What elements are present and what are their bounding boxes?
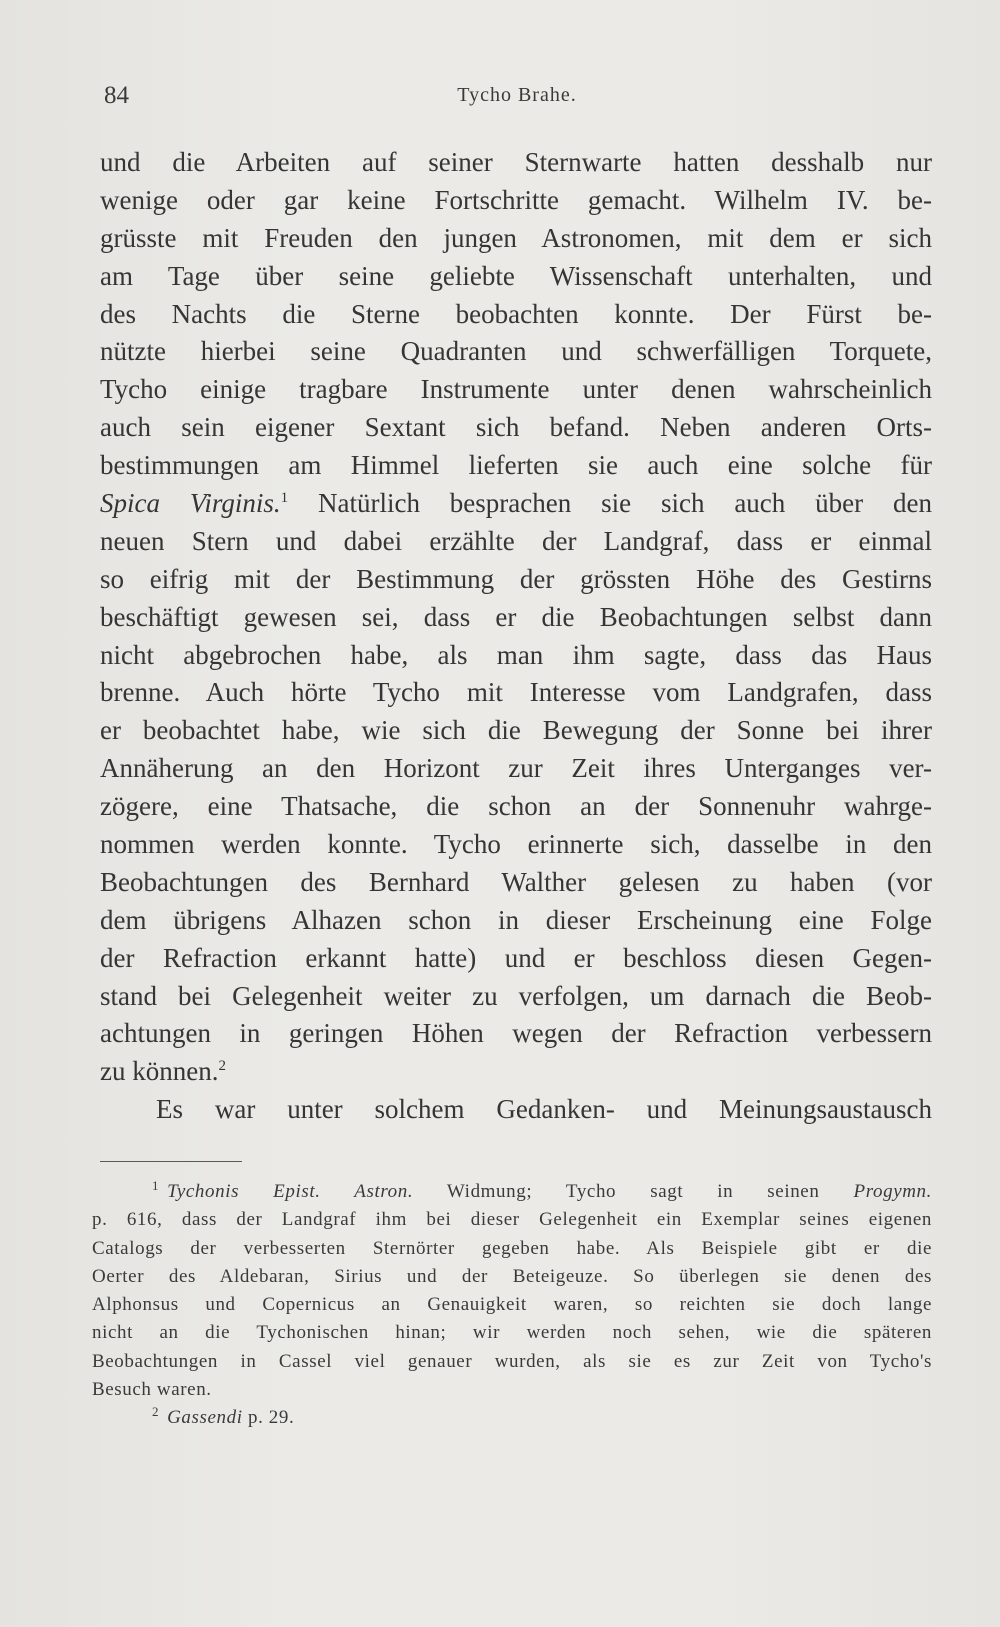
text-line: zögere, eine Thatsache, die schon an der Sonnenuhr wahrge- — [100, 791, 932, 822]
footnote-ref-1: 1 — [280, 490, 289, 507]
running-title: Tycho Brahe. — [457, 84, 577, 106]
footnote-2-number: 2 — [152, 1404, 160, 1420]
footnotes — [92, 1178, 932, 1433]
footnote-1-italic-a: Tychonis Epist. Astron. — [167, 1181, 414, 1202]
text-line: nicht abgebrochen habe, als man ihm sagte, dass das Haus — [100, 639, 932, 670]
footnote-1-first-line — [92, 1178, 932, 1206]
text-line: stand bei Gelegenheit weiter zu verfolgen, um darnach die Beob- — [100, 980, 932, 1011]
footnote-ref-2: 2 — [218, 1058, 226, 1075]
text-line: und die Arbeiten auf seiner Sternwarte hatten desshalb nur — [100, 147, 932, 177]
text-line: nommen werden konnte. Tycho erinnerte sich, dasselbe in den — [100, 829, 932, 860]
footnote-line: Besuch waren. — [92, 1379, 212, 1401]
footnote-2-italic: Gassendi — [167, 1407, 243, 1429]
footnote-1-italic-b: Progymn. — [853, 1181, 932, 1202]
footnote-line: Oerter des Aldebaran, Sirius und der Beteigeuze. So überlegen sie denen des — [92, 1265, 932, 1287]
text-line-spica — [100, 485, 932, 523]
footnote-line: p. 616, dass der Landgraf ihm bei dieser Gelegenheit ein Exemplar seines eigenen — [92, 1209, 932, 1231]
footnote-1-text-a: Widmung; Tycho sagt in seinen — [413, 1181, 854, 1202]
text-line: Annäherung an den Horizont zur Zeit ihres Unterganges ver- — [100, 753, 932, 784]
text-line: bestimmungen am Himmel lieferten sie auch eine solche für — [100, 450, 932, 481]
text-line: Beobachtungen des Bernhard Walther gelesen zu haben (vor — [100, 866, 932, 897]
text-line: dem übrigens Alhazen schon in dieser Erscheinung eine Folge — [100, 904, 932, 935]
text-line: er beobachtet habe, wie sich die Bewegung der Sonne bei ihrer — [100, 715, 932, 746]
footnote-line: Beobachtungen in Cassel viel genauer wurden, als sie es zur Zeit von Tycho's — [92, 1350, 932, 1372]
footnote-separator — [100, 1161, 242, 1162]
text-line-zu-koennen — [100, 1053, 932, 1091]
footnote-2-text: p. 29. — [242, 1407, 295, 1429]
text-line: achtungen in geringen Höhen wegen der Refraction verbessern — [100, 1018, 932, 1049]
footnote-2 — [92, 1404, 932, 1432]
text-line: neuen Stern und dabei erzählte der Landgraf, dass er einmal — [100, 525, 932, 556]
footnote-1-number: 1 — [152, 1178, 160, 1193]
footnote-line: Alphonsus und Copernicus an Genauigkeit waren, so reichten sie doch lange — [92, 1294, 932, 1316]
zu-koennen-text: zu können. — [100, 1056, 219, 1087]
text-line: so eifrig mit der Bestimmung der grössten Höhe des Gestirns — [100, 563, 932, 594]
text-line: Tycho einige tragbare Instrumente unter denen wahrscheinlich — [100, 374, 932, 405]
paragraph-start-line: Es war unter solchem Gedanken- und Meinungsaustausch — [156, 1094, 932, 1125]
text-line: nützte hierbei seine Quadranten und schwerfälligen Torquete, — [100, 336, 932, 367]
text-line: auch sein eigener Sextant sich befand. Neben anderen Orts- — [100, 412, 932, 443]
page-header — [104, 82, 930, 116]
text-line: des Nachts die Sterne beobachten konnte. Der Fürst be- — [100, 298, 932, 329]
body-text — [100, 144, 932, 1129]
text-line: beschäftigt gewesen sei, dass er die Beobachtungen selbst dann — [100, 601, 932, 632]
footnote-line: nicht an die Tychonischen hinan; wir werden noch sehen, wie die späteren — [92, 1322, 932, 1344]
spica-line-rest: Natürlich besprachen sie sich auch über den — [288, 488, 932, 519]
spica-virginis-italic: Spica Virginis. — [100, 488, 281, 519]
page-number: 84 — [104, 82, 129, 109]
text-line: grüsste mit Freuden den jungen Astronomen, mit dem er sich — [100, 222, 932, 253]
text-line: brenne. Auch hörte Tycho mit Interesse vom Landgrafen, dass — [100, 677, 932, 708]
footnote-line: Catalogs der verbesserten Sternörter gegeben habe. Als Beispiele gibt er die — [92, 1237, 932, 1259]
text-line: wenige oder gar keine Fortschritte gemacht. Wilhelm IV. be- — [100, 184, 932, 215]
text-line: der Refraction erkannt hatte) und er beschloss diesen Gegen- — [100, 942, 932, 973]
text-line: am Tage über seine geliebte Wissenschaft unterhalten, und — [100, 260, 932, 291]
